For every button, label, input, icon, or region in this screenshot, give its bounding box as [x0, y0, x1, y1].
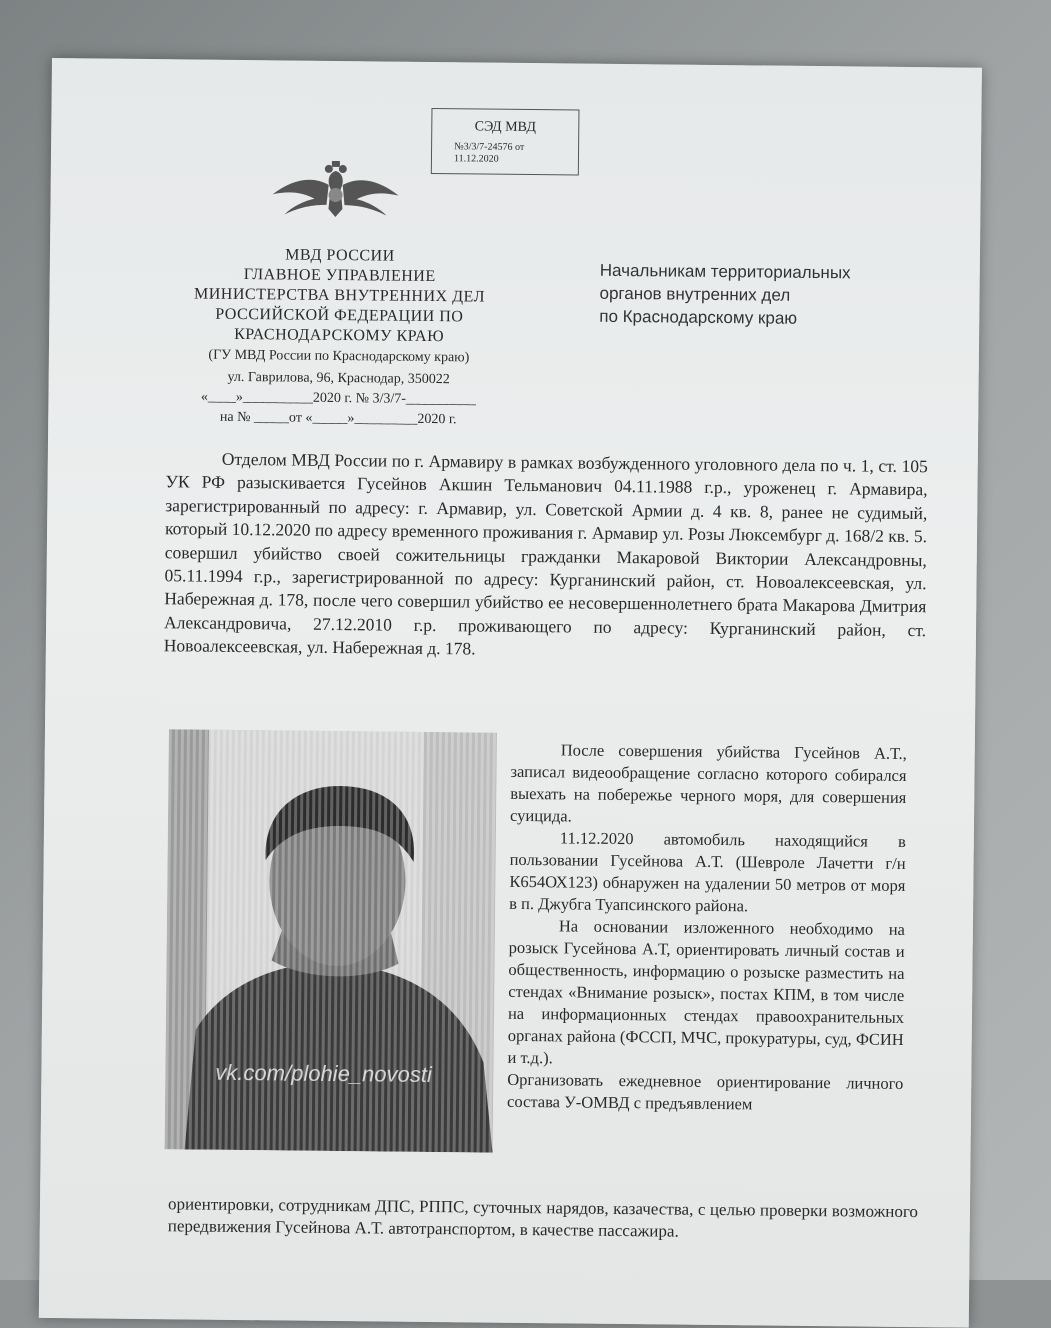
header-line-4: РОССИЙСКОЙ ФЕДЕРАЦИИ ПО — [215, 305, 464, 326]
addressee-block — [599, 259, 851, 331]
addressee-line-1: Начальникам территориальных — [599, 260, 851, 283]
double-headed-eagle-icon — [270, 160, 401, 221]
main-paragraph — [164, 447, 928, 666]
body-paragraph-1: Отделом МВД России по г. Армавиру в рамках возбужденного уголовного дела по ч. 1, ст. 105 УК РФ разыскивается Гусейнов Акшин Тельманович 04.11.1988 г.р., уроженец г. Армавира, зарегистрированный по адресу: г. Армавир, ул. Советской Армии д. 4 кв. 8, ранее не судимый, который 10.12.2020 по адресу временного проживания г. Армавир ул. Розы Люксембург д. 168/2 кв. 5. совершил убийство своей сожительницы гражданки Макаровой Виктории Александровны, 05.11.1994 г.р., зарегистрированной по адресу: Курганинский район, ст. Новоалексеевская, ул. Набережная д. 178, после чего совершил убийство ее несовершеннолетнего брата Макарова Дмитрия Александровича, 27.12.2010 г.р. проживающего по адресу: Курганинский район, ст. Новоалексеевская, ул. Набережная д. 178. — [163, 448, 928, 659]
bottom-paragraph — [168, 1193, 918, 1245]
header-line-7: ул. Гаврилова, 96, Краснодар, 350022 — [227, 369, 450, 388]
header-line-1: МВД РОССИИ — [285, 246, 395, 265]
header-line-8: «____»__________2020 г. № 3/3/7-__________ — [200, 389, 477, 408]
side-paragraph-4: Организовать ежедневное ориентирование личного состава У-ОМВД с предъявлением — [507, 1069, 904, 1114]
photo-watermark: vk.com/plohie_novosti — [215, 1059, 432, 1088]
addressee-line-3: по Краснодарскому краю — [599, 306, 798, 328]
header-line-2: ГЛАВНОЕ УПРАВЛЕНИЕ — [243, 266, 436, 286]
registration-stamp — [431, 108, 580, 176]
header-line-3: МИНИСТЕРСТВА ВНУТРЕННИХ ДЕЛ — [193, 285, 486, 306]
addressee-line-2: органов внутренних дел — [599, 283, 791, 305]
side-paragraph-1: После совершения убийства Гусейнов А.Т., записал видеообращение согласно которого собирался выехать на побережье черного моря, для совершения суицида. — [509, 740, 907, 826]
header-line-6: (ГУ МВД России по Краснодарскому краю) — [208, 347, 470, 366]
stamp-date: 11.12.2020 — [453, 153, 499, 165]
bottom-paragraph-text: ориентировки, сотрудникам ДПС, РППС, суточных нарядов, казачества, с целью проверки возможного передвижения Гусейнова А.Т. автотранспортом, в качестве пассажира. — [167, 1194, 919, 1241]
side-column — [507, 739, 907, 1117]
stamp-number: №3/3/7-24576 от — [454, 141, 525, 153]
side-paragraph-3: На основании изложенного необходимо на розыск Гусейнова А.Т, ориентировать личный состав и общественность, информацию о розыске разместить на стендах «Внимание розыск», постах КПМ, в том числе на информационных стендах правоохранительных органах района (ФССП, МЧС, прокуратуры, суд, ФСИН и т.д.). — [507, 916, 906, 1068]
header-line-9: на № _____от «_____»_________2020 г. — [219, 409, 457, 428]
stamp-title: СЭД МВД — [474, 119, 537, 136]
side-paragraph-2: 11.12.2020 автомобиль находящийся в пользовании Гусейнова А.Т. (Шевроле Лачетти г/н К654ОХ123) обнаружен на удалении 50 метров от моря в п. Джубга Туапсинского района. — [509, 828, 906, 916]
suspect-photo — [165, 729, 497, 1152]
document-sheet — [39, 58, 982, 1328]
header-line-5: КРАСНОДАРСКОМУ КРАЮ — [234, 325, 445, 346]
